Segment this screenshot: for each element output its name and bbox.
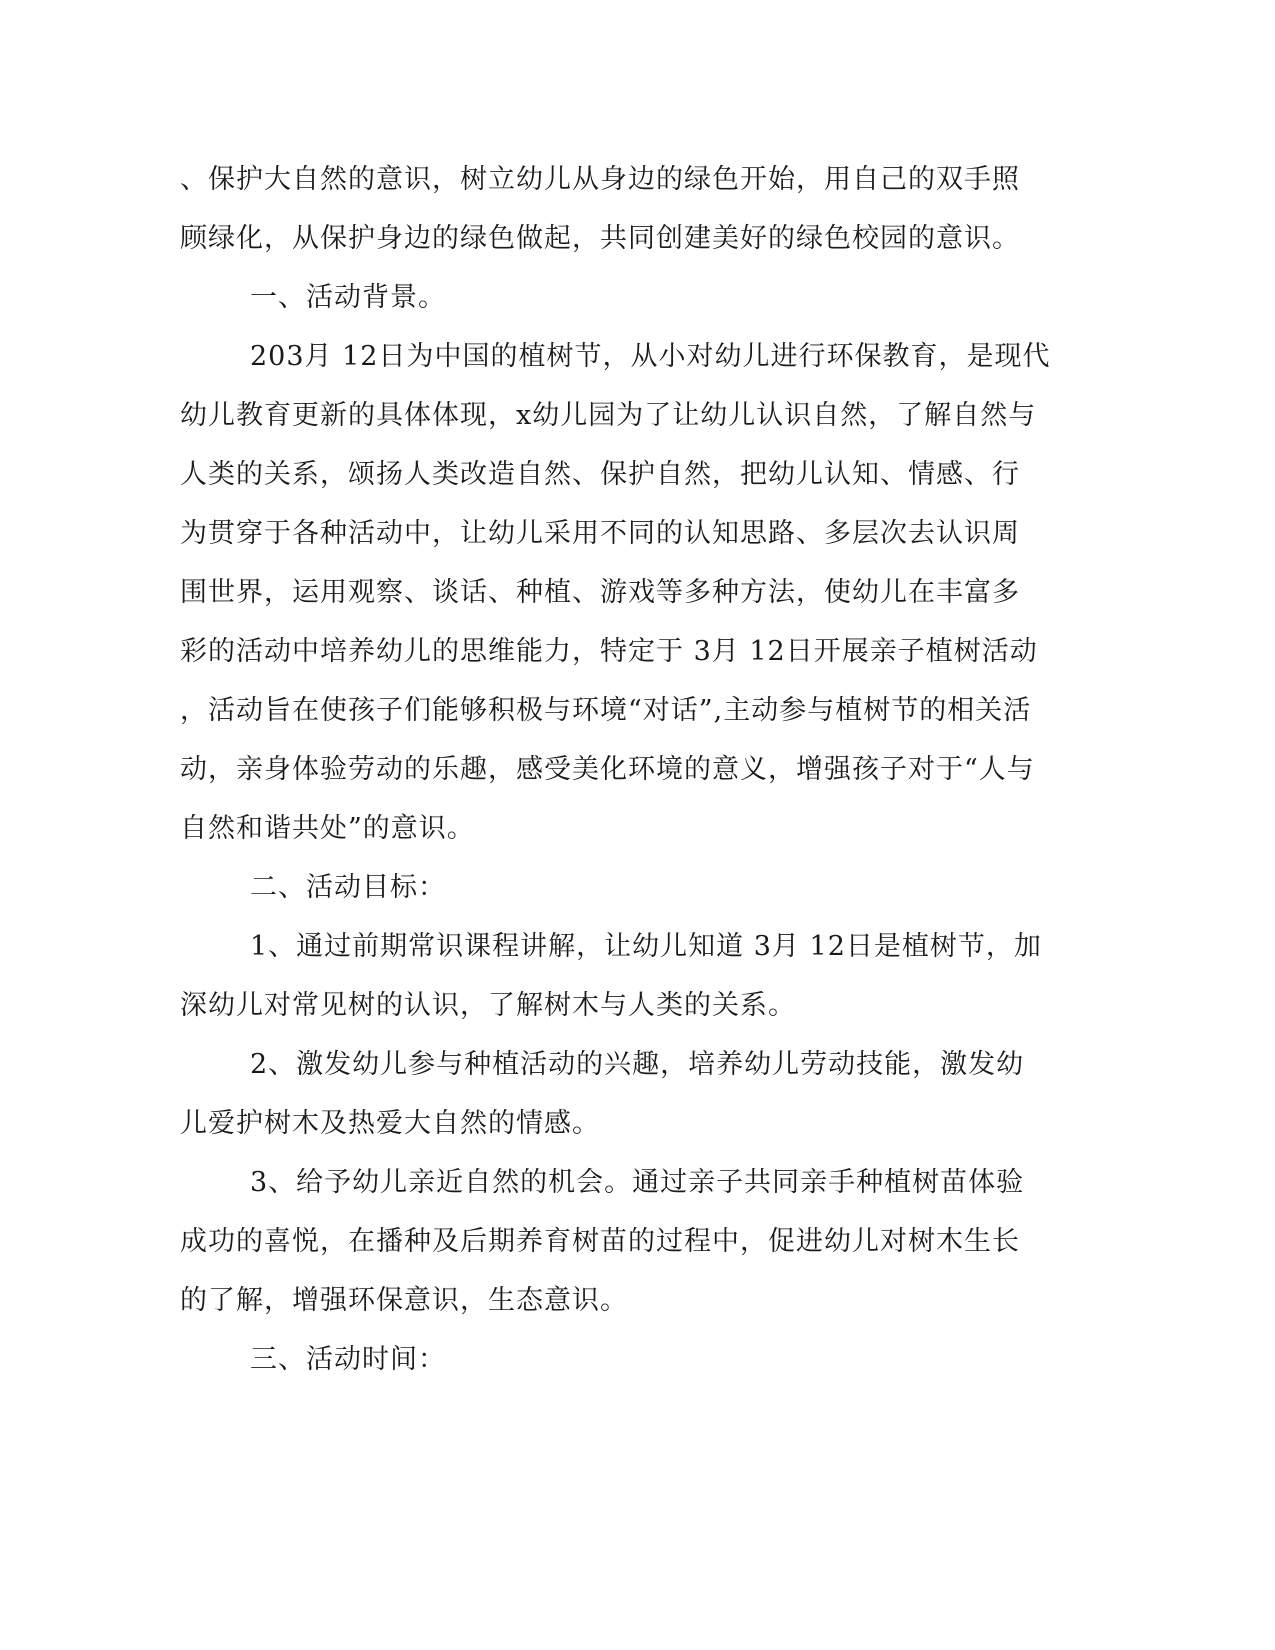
paragraph-line: 顾绿化，从保护身边的绿色做起，共同创建美好的绿色校园的意识。 [180,223,1020,254]
paragraph-line: 为贯穿于各种活动中，让幼儿采用不同的认知思路、多层次去认识周 [180,518,1020,549]
paragraph-line: 深幼儿对常见树的认识，了解树木与人类的关系。 [180,990,796,1021]
paragraph-line: 的了解，增强环保意识，生态意识。 [180,1285,628,1316]
paragraph-line: 203月 12日为中国的植树节，从小对幼儿进行环保教育，是现代 [250,341,1051,372]
paragraph-line: ，活动旨在使孩子们能够积极与环境“对话”,主动参与植树节的相关活 [180,695,1032,726]
section-heading: 二、活动目标： [250,872,446,903]
paragraph-line: 围世界，运用观察、谈话、种植、游戏等多种方法，使幼儿在丰富多 [180,577,1020,608]
paragraph-line: 2、激发幼儿参与种植活动的兴趣，培养幼儿劳动技能，激发幼 [250,1049,1025,1080]
paragraph-line: 人类的关系，颂扬人类改造自然、保护自然，把幼儿认知、情感、行 [180,459,1020,490]
paragraph-line: 彩的活动中培养幼儿的思维能力，特定于 3月 12日开展亲子植树活动 [180,636,1038,667]
paragraph-line: 成功的喜悦，在播种及后期养育树苗的过程中，促进幼儿对树木生长 [180,1226,1020,1257]
paragraph-line: 1、通过前期常识课程讲解，让幼儿知道 3月 12日是植树节，加 [250,931,1042,962]
section-heading: 一、活动背景。 [250,282,446,313]
section-heading: 三、活动时间： [250,1344,446,1375]
paragraph-line: 3、给予幼儿亲近自然的机会。通过亲子共同亲手种植树苗体验 [250,1167,1025,1198]
paragraph-line: 自然和谐共处”的意识。 [180,813,475,844]
paragraph-line: 、保护大自然的意识，树立幼儿从身边的绿色开始，用自己的双手照 [180,164,1020,195]
paragraph-line: 幼儿教育更新的具体体现，x幼儿园为了让幼儿认识自然，了解自然与 [180,400,1037,431]
paragraph-line: 动，亲身体验劳动的乐趣，感受美化环境的意义，增强孩子对于“人与 [180,754,1035,785]
paragraph-line: 儿爱护树木及热爱大自然的情感。 [180,1108,600,1139]
